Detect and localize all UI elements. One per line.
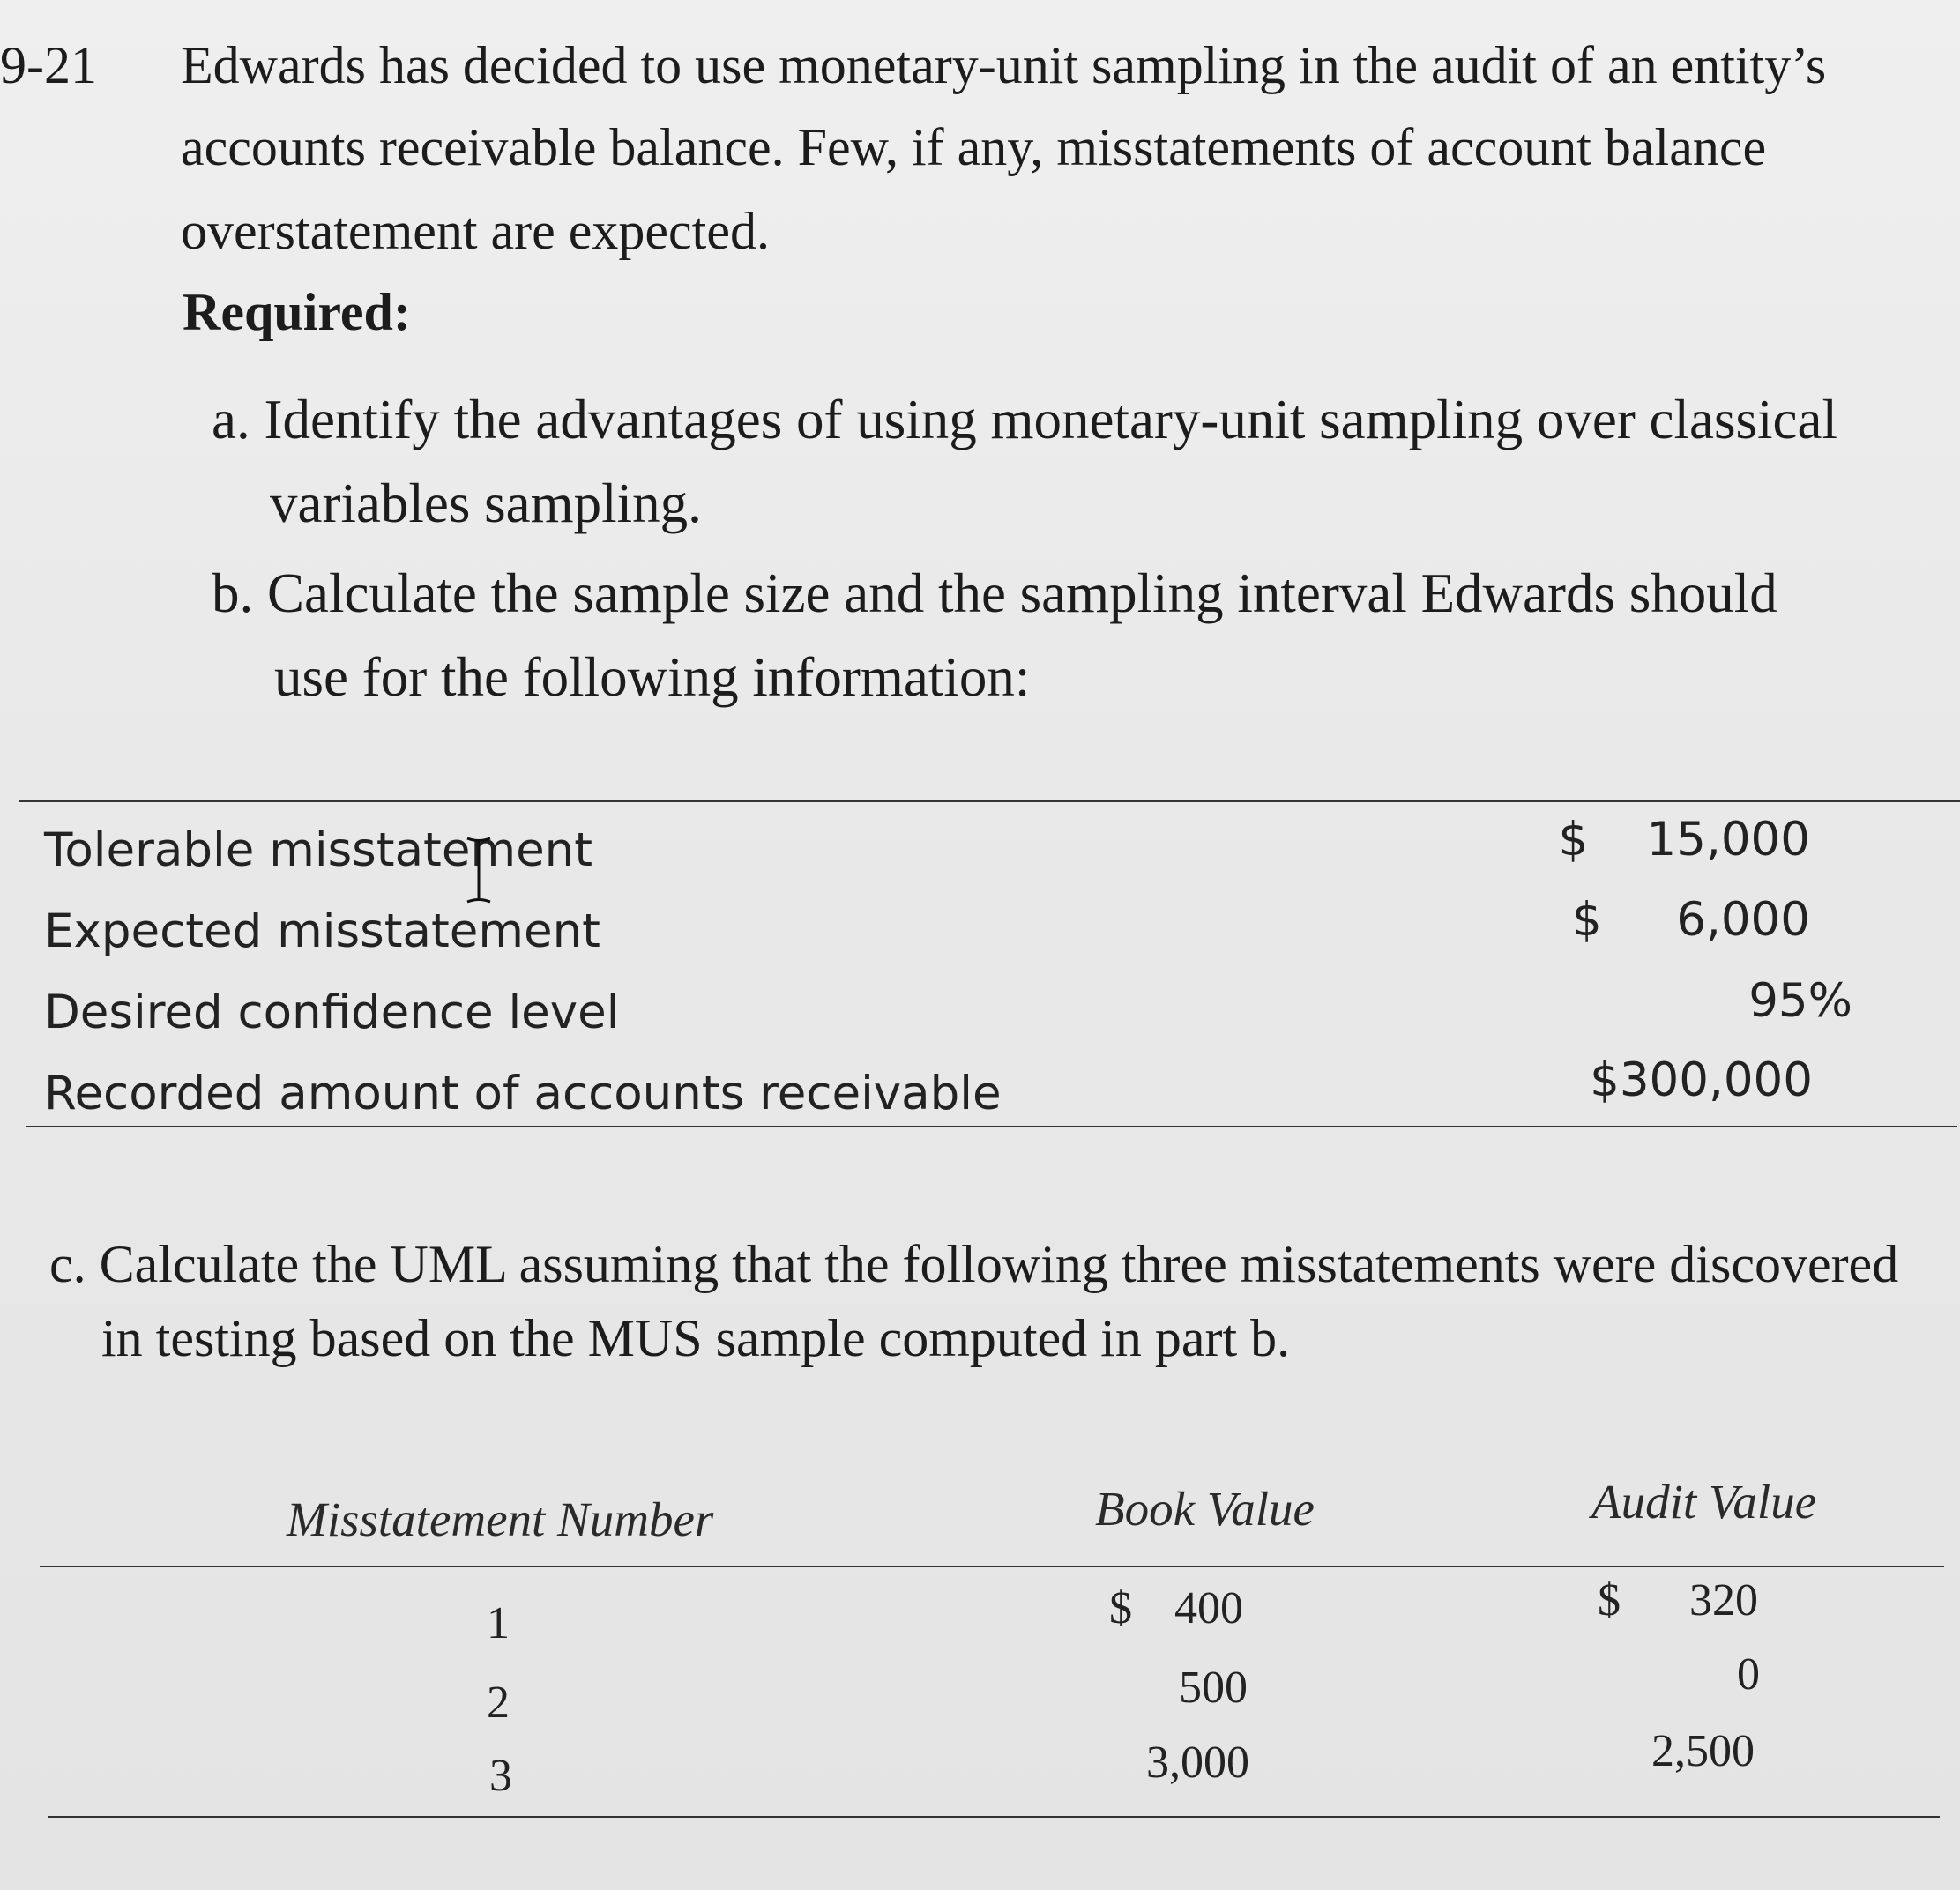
part-a-line-2: variables sampling.: [270, 472, 702, 534]
row-1-number: 1: [487, 1598, 510, 1648]
part-a-line-1: a. Identify the advantages of using monetary-unit sampling over classical: [212, 389, 1837, 450]
info-value-expected: [1572, 893, 1810, 947]
row-3-audit-value: 2,500: [1651, 1726, 1755, 1776]
amount: 6,000: [1676, 893, 1810, 947]
part-b-line-1: b. Calculate the sample size and the sampling interval Edwards should: [212, 562, 1777, 624]
intro-line-3: overstatement are expected.: [181, 202, 770, 260]
row-1-audit-dollar: $: [1598, 1575, 1621, 1626]
row-3-number: 3: [489, 1751, 512, 1801]
part-b-line-2: use for the following information:: [274, 646, 1031, 708]
info-label-recorded: Recorded amount of accounts receivable: [44, 1067, 1002, 1120]
row-3-book-value: 3,000: [1146, 1737, 1249, 1788]
part-c-line-2: in testing based on the MUS sample computed in part b.: [101, 1309, 1291, 1367]
required-heading: Required:: [183, 283, 411, 341]
info-value-confidence: 95%: [1748, 974, 1852, 1028]
info-value-recorded: $300,000: [1590, 1053, 1813, 1107]
header-misstatement-number: Misstatement Number: [287, 1492, 714, 1546]
part-c-line-1: c. Calculate the UML assuming that the following three misstatements were discovered: [49, 1235, 1899, 1293]
info-label-tolerable: Tolerable misstatement: [44, 823, 593, 877]
row-1-book-dollar: $: [1109, 1583, 1132, 1633]
amount: 15,000: [1646, 813, 1810, 867]
misstatement-table-top-rule: [40, 1566, 1944, 1567]
intro-line-1: Edwards has decided to use monetary-unit sampling in the audit of an entity’s: [181, 36, 1827, 94]
info-label-expected: Expected misstatement: [44, 904, 600, 958]
info-table-top-rule: [19, 800, 1960, 802]
row-2-audit-value: 0: [1737, 1649, 1760, 1700]
info-table-bottom-rule: [26, 1126, 1957, 1127]
misstatement-table-bottom-rule: [48, 1816, 1940, 1818]
row-1-book-value: 400: [1174, 1583, 1243, 1633]
info-value-tolerable: [1559, 813, 1810, 867]
dollar-sign: $: [1558, 813, 1589, 867]
problem-number: 9-21: [0, 36, 97, 94]
row-2-number: 2: [487, 1678, 510, 1728]
info-label-confidence: Desired confidence level: [44, 986, 620, 1039]
text-cursor-icon: [466, 836, 492, 904]
intro-line-2: accounts receivable balance. Few, if any, misstatements of account balance: [181, 118, 1767, 176]
row-1-audit-value: 320: [1689, 1575, 1758, 1626]
row-2-book-value: 500: [1179, 1663, 1248, 1713]
header-audit-value: Audit Value: [1591, 1475, 1817, 1529]
dollar-sign: $: [1572, 893, 1602, 947]
header-book-value: Book Value: [1095, 1482, 1315, 1536]
